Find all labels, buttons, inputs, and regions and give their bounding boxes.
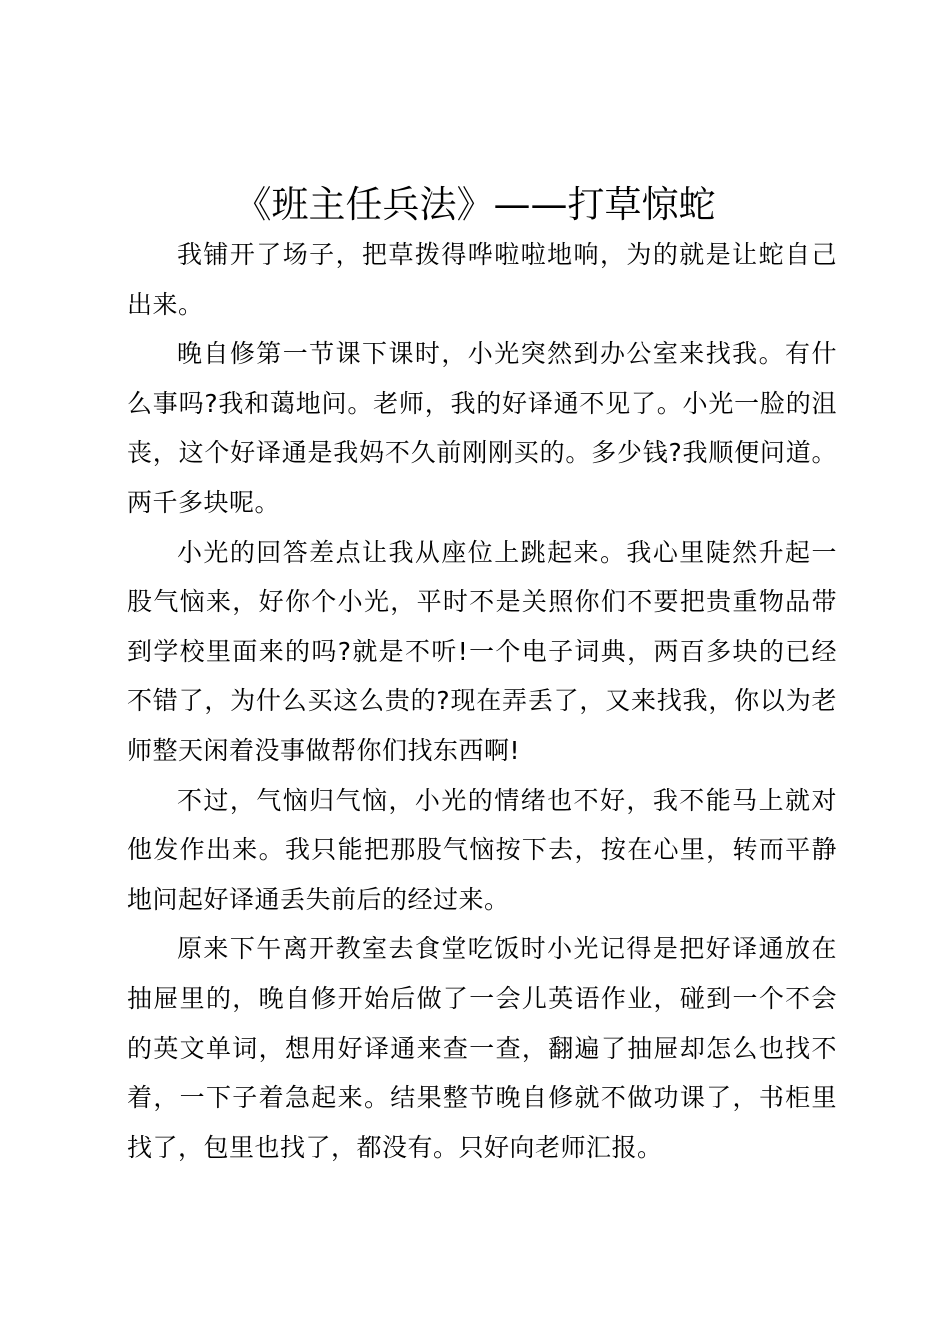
document-title: 《班主任兵法》——打草惊蛇 <box>234 183 716 226</box>
paragraph: 小光的回答差点让我从座位上跳起来。我心里陡然升起一股气恼来，好你个小光，平时不是关照你们不要把贵重物品带到学校里面来的吗?就是不听!一个电子词典，两百多块的已经不错了，为什么买这么贵的?现在弄丢了，又来找我，你以为老师整天闲着没事做帮你们找东西啊! <box>127 537 837 765</box>
paragraph: 不过，气恼归气恼，小光的情绪也不好，我不能马上就对他发作出来。我只能把那股气恼按下去，按在心里，转而平静地问起好译通丢失前后的经过来。 <box>127 785 837 914</box>
paragraph: 我铺开了场子，把草拨得哗啦啦地响，为的就是让蛇自己出来。 <box>127 240 837 319</box>
paragraph: 原来下午离开教室去食堂吃饭时小光记得是把好译通放在抽屉里的，晚自修开始后做了一会儿英语作业，碰到一个不会的英文单词，想用好译通来查一查，翻遍了抽屉却怎么也找不着，一下子着急起来。结果整节晚自修就不做功课了，书柜里找了，包里也找了，都没有。只好向老师汇报。 <box>127 934 837 1162</box>
paragraph: 晚自修第一节课下课时，小光突然到办公室来找我。有什么事吗?我和蔼地问。老师，我的好译通不见了。小光一脸的沮丧，这个好译通是我妈不久前刚刚买的。多少钱?我顺便问道。两千多块呢。 <box>127 339 837 517</box>
document-body <box>127 230 837 1172</box>
